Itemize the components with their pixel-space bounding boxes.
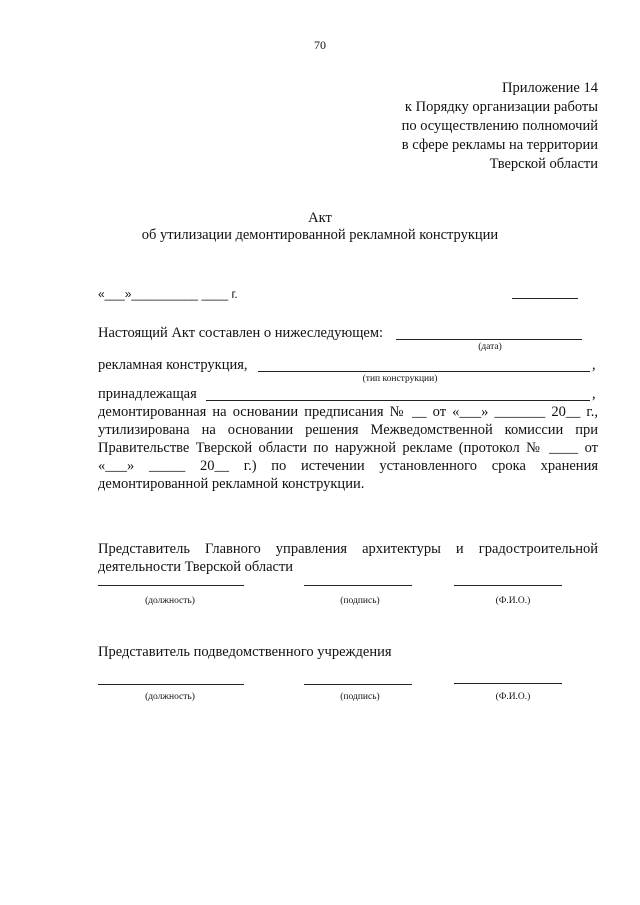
page-number: 70 <box>314 38 326 52</box>
appendix-line-3: по осуществлению полномочий <box>401 118 598 134</box>
place-blank-line <box>512 298 578 299</box>
body-line-3-end: , <box>592 386 596 402</box>
rep1-caption-name: (Ф.И.О.) <box>495 596 531 606</box>
rep1-line-1: Представитель Главного управления архитектуры и градостроительной <box>98 541 598 557</box>
rep2-line-1: Представитель подведомственного учреждения <box>98 644 392 660</box>
rep2-caption-signature: (подпись) <box>340 692 380 702</box>
rep2-signature-line <box>304 684 412 685</box>
body-line-4: демонтированная на основании предписания № __ от «___» _______ 20__ г., <box>98 404 598 420</box>
act-title: Акт <box>308 210 332 226</box>
caption-date: (дата) <box>478 342 502 352</box>
rep1-signature-line <box>304 585 412 586</box>
rep1-caption-position: (должность) <box>145 596 195 606</box>
appendix-line-1: Приложение 14 <box>502 80 598 96</box>
body-line-6: Правительстве Тверской области по наружной рекламе (протокол № ____ от <box>98 440 598 456</box>
appendix-line-4: в сфере рекламы на территории <box>401 137 598 153</box>
body-line-2-end: , <box>592 357 596 373</box>
rep1-position-line <box>98 585 244 586</box>
act-subtitle: об утилизации демонтированной рекламной конструкции <box>141 227 499 243</box>
body-line-5: утилизирована на основании решения Межведомственной комиссии при <box>98 422 598 438</box>
date-line: «___»__________ ____ г. <box>98 287 238 301</box>
rep2-name-line <box>454 683 562 684</box>
rep2-caption-position: (должность) <box>145 692 195 702</box>
body-line-1: Настоящий Акт составлен о нижеследующем: <box>98 325 384 341</box>
body-line-7: «___» _____ 20__ г.) по истечении установленного срока хранения <box>98 458 598 474</box>
rep1-caption-signature: (подпись) <box>340 596 380 606</box>
rep1-line-2: деятельности Тверской области <box>98 559 294 575</box>
appendix-line-2: к Порядку организации работы <box>404 99 598 115</box>
rep2-position-line <box>98 684 244 685</box>
owner-blank-line <box>206 400 590 401</box>
type-blank-line <box>258 371 590 372</box>
caption-type: (тип конструкции) <box>362 374 438 384</box>
date-blank-line <box>396 339 582 340</box>
appendix-line-5: Тверской области <box>489 156 598 172</box>
rep1-name-line <box>454 585 562 586</box>
body-line-2: рекламная конструкция, <box>98 357 248 373</box>
body-line-3: принадлежащая <box>98 386 197 402</box>
rep2-caption-name: (Ф.И.О.) <box>495 692 531 702</box>
body-line-8: демонтированной рекламной конструкции. <box>98 476 365 492</box>
